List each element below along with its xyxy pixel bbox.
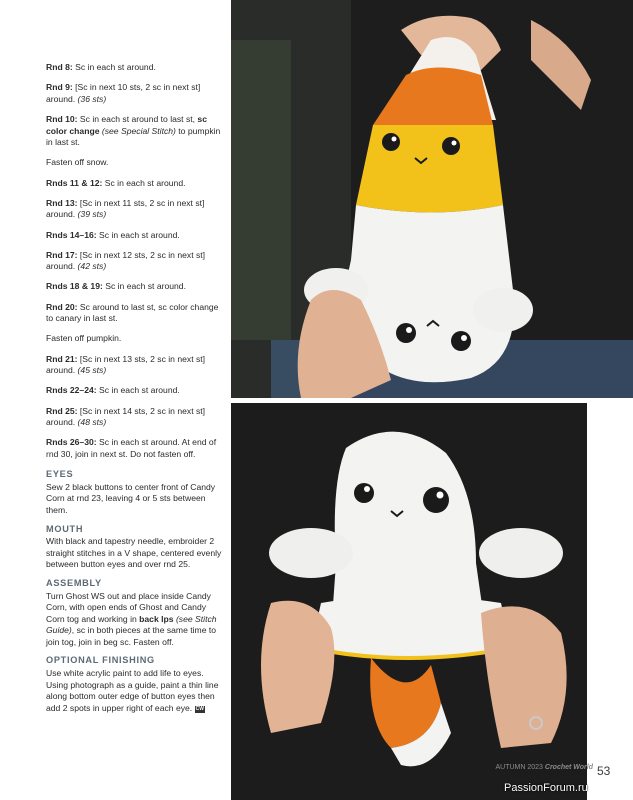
- photo-ghost: [231, 403, 587, 800]
- step-rnds-26-30: Rnds 26–30: Sc in each st around. At end of rnd 30, join in next st. Do not fasten off.: [46, 437, 217, 459]
- step-rnd-13: Rnd 13: [Sc in next 11 sts, 2 sc in next st] around. (39 sts): [46, 197, 205, 220]
- step-rnd-25: Rnd 25: [Sc in next 14 sts, 2 sc in next st] around. (48 sts): [46, 405, 206, 428]
- watermark: PassionForum.ru: [504, 782, 588, 794]
- mouth-heading: MOUTH: [46, 523, 84, 534]
- step-rnd-8: Rnd 8: Sc in each st around.: [46, 62, 156, 72]
- ghost-illustration: [231, 403, 587, 800]
- step-fasten-snow: Fasten off snow.: [46, 157, 109, 168]
- step-rnds-14-16: Rnds 14–16: Sc in each st around.: [46, 229, 180, 240]
- step-rnd-9: Rnd 9: [Sc in next 10 sts, 2 sc in next st] around. (36 sts): [46, 82, 201, 104]
- step-rnds-11-12: Rnds 11 & 12: Sc in each st around.: [46, 177, 186, 188]
- assembly-heading: ASSEMBLY: [46, 577, 102, 588]
- end-mark-badge: CW: [195, 705, 204, 712]
- step-rnd-10: Rnd 10: Sc in each st around to last st, sc color change (see Special Stitch) to pumpkin in last st.: [46, 113, 221, 148]
- step-rnd-17: Rnd 17: [Sc in next 12 sts, 2 sc in next st] around. (42 sts): [46, 249, 206, 272]
- step-rnd-21: Rnd 21: [Sc in next 13 sts, 2 sc in next st] around. (45 sts): [46, 353, 206, 376]
- finishing-heading: OPTIONAL FINISHING: [46, 655, 155, 666]
- step-rnd-20: Rnd 20: Sc around to last st, sc color change to canary in last st.: [46, 301, 219, 324]
- photo-candy-corn: [231, 0, 633, 398]
- candy-corn-illustration: [231, 0, 633, 398]
- finishing-body: Use white acrylic paint to add life to eyes. Using photograph as a guide, paint a thin line along bottom outer edge of button eyes then add 2 spots in upper right of each eye. CW: [46, 668, 219, 713]
- eyes-body: Sew 2 black buttons to center front of Candy Corn at rnd 23, leaving 4 or 5 sts between them.: [46, 481, 216, 515]
- assembly-body: Turn Ghost WS out and place inside Candy Corn, with open ends of Ghost and Candy Corn tog and working in back lps (see Stitch Guide), sc in both pieces at the same time to join tog, join in beg sc. Fasten off.: [46, 590, 217, 647]
- page-number: 53: [597, 764, 611, 778]
- step-fasten-pumpkin: Fasten off pumpkin.: [46, 333, 122, 344]
- footer-issue: AUTUMN 2023 Crochet World: [495, 764, 593, 771]
- step-rnds-18-19: Rnds 18 & 19: Sc in each st around.: [46, 281, 186, 292]
- mouth-body: With black and tapestry needle, embroider 2 straight stitches in a V shape, centered evenly between button eyes and over rnd 25.: [46, 536, 222, 570]
- pattern-text-column: [46, 62, 224, 721]
- step-rnds-22-24: Rnds 22–24: Sc in each st around.: [46, 385, 180, 396]
- eyes-heading: EYES: [46, 469, 74, 480]
